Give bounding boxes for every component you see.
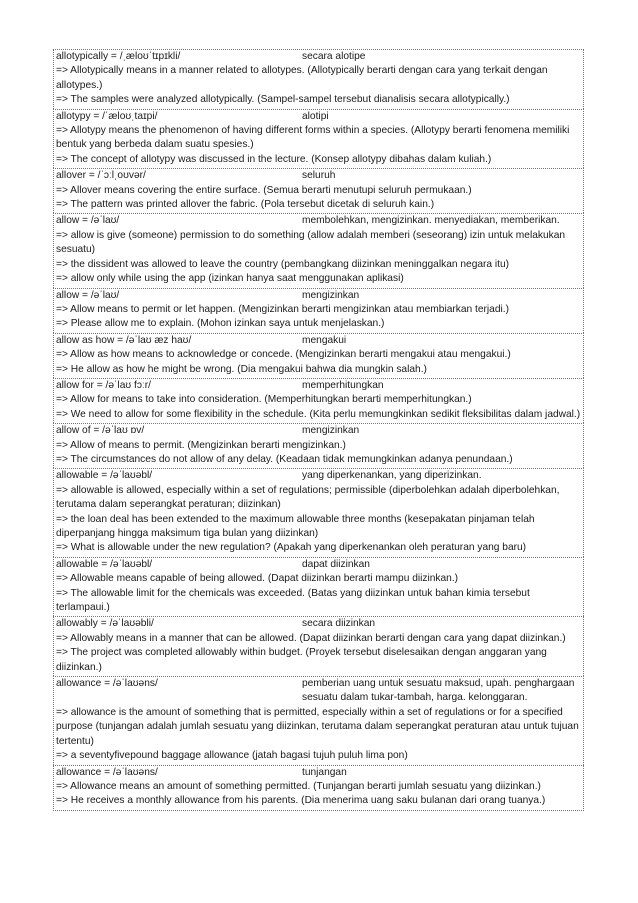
- entry-term: allow = /əˈlaʊ/: [56, 215, 120, 227]
- entry-allowance-2: [53, 765, 584, 811]
- entry-allow-as-how: [53, 333, 584, 378]
- example-line: => The project was completed allowably within budget. (Proyek tersebut diselesaikan dengan anggaran yang diizinkan.): [56, 647, 547, 673]
- entry-term: allowable = /əˈlaʊəbl/: [56, 558, 153, 570]
- example-line: => a seventyfivepound baggage allowance (jatah bagasi tujuh puluh lima pon): [56, 750, 408, 762]
- example-line: => allow is give (someone) permission to do something (allow adalah memberi (seseorang) izin untuk melakukan sesuatu): [56, 229, 566, 256]
- example-line: => Please allow me to explain. (Mohon izinkan saya untuk menjelaskan.): [56, 318, 385, 330]
- entry-header: [56, 334, 581, 348]
- entry-header: [56, 289, 581, 303]
- example-line: => Allotypically means in a manner related to allotypes. (Allotypically berarti dengan cara yang terkait dengan allotypes.): [56, 65, 548, 91]
- example-line: => the dissident was allowed to leave the country (pembangkang diizinkan meninggalkan negara itu): [56, 258, 510, 270]
- example-line: => Allow means to permit or let happen. (Mengizinkan berarti mengizinkan atau membiarkan terjadi.): [56, 303, 510, 315]
- example-line: => Allotypy means the phenomenon of having different forms within a species. (Allotypy berarti fenomena memiliki bentuk yang berbeda dalam suatu spesies.): [56, 125, 570, 151]
- example-line: => The pattern was printed allover the fabric. (Pola tersebut dicetak di seluruh kain.): [56, 199, 435, 211]
- entry-term: allowable = /əˈlaʊəbl/: [56, 470, 153, 482]
- example-line: => The concept of allotypy was discussed in the lecture. (Konsep allotypy dibahas dalam kuliah.): [56, 153, 492, 165]
- entry-translation: memperhitungkan: [302, 379, 384, 391]
- example-line: => Allow of means to permit. (Mengizinkan berarti mengizinkan.): [56, 439, 346, 451]
- entry-allow-2: [53, 288, 584, 333]
- entry-translation: mengizinkan: [302, 289, 360, 301]
- dictionary-page: [53, 49, 584, 811]
- entry-header: [56, 677, 581, 706]
- entry-header: [56, 110, 581, 124]
- example-line: => What is allowable under the new regulation? (Apakah yang diperkenankan oleh peraturan yang baru): [56, 542, 527, 554]
- entry-translation: mengizinkan: [302, 425, 360, 437]
- example-line: => allow only while using the app (izinkan hanya saat menggunakan aplikasi): [56, 273, 404, 285]
- entry-allowably: [53, 616, 584, 676]
- entry-translation: pemberian uang untuk sesuatu maksud, upah. penghargaan sesuatu dalam tukar-tambah, harga. kelonggaran.: [302, 678, 575, 704]
- entry-allow-for: [53, 378, 584, 423]
- entry-term: allow as how = /əˈlaʊ æz haʊ/: [56, 334, 192, 346]
- example-line: => Allowance means an amount of something permitted. (Tunjangan berarti jumlah sesuatu yang diizinkan.): [56, 780, 541, 792]
- entry-allotypy: [53, 109, 584, 169]
- entry-term: allotypically = /ˌæloʊˈtɪpɪkli/: [56, 51, 181, 62]
- entry-allowable-2: [53, 557, 584, 617]
- example-line: => Allow for means to take into consideration. (Memperhitungkan berarti memperhitungkan.): [56, 394, 472, 406]
- entry-translation: dapat diizinkan: [302, 558, 370, 570]
- entry-header: [56, 379, 581, 393]
- entry-header: [56, 469, 581, 483]
- entry-term: allover = /ˈɔːlˌoʊvər/: [56, 170, 146, 182]
- entry-translation: alotipi: [302, 110, 329, 122]
- example-line: => The samples were analyzed allotypically. (Sampel-sampel tersebut dianalisis secara allotypically.): [56, 94, 510, 106]
- entry-allover: [53, 168, 584, 213]
- entry-allow-of: [53, 423, 584, 468]
- example-line: => the loan deal has been extended to the maximum allowable three months (kesepakatan pinjaman telah diperpanjang hingga maksimum tiga bulan yang diizinkan): [56, 513, 535, 539]
- entry-translation: mengakui: [302, 334, 347, 346]
- entry-header: [56, 50, 581, 64]
- example-line: => Allowably means in a manner that can be allowed. (Dapat diizinkan berarti dengan cara yang dapat diizinkan.): [56, 632, 566, 644]
- entry-term: allowably = /əˈlaʊəbli/: [56, 618, 154, 630]
- entry-allowance-1: [53, 676, 584, 764]
- entry-term: allotypy = /ˈæloʊˌtaɪpi/: [56, 110, 158, 122]
- example-line: => The allowable limit for the chemicals was exceeded. (Batas yang diizinkan untuk bahan kimia tersebut terlampaui.): [56, 587, 530, 614]
- entry-term: allowance = /əˈlaʊəns/: [56, 678, 158, 690]
- entry-translation: membolehkan, mengizinkan. menyediakan, memberikan.: [302, 215, 560, 227]
- example-line: => Allow as how means to acknowledge or concede. (Mengizinkan berarti mengakui atau mengakui.): [56, 349, 511, 361]
- example-line: => We need to allow for some flexibility in the schedule. (Kita perlu memungkinkan sedikit fleksibilitas dalam jadwal.): [56, 408, 581, 420]
- entry-translation: seluruh: [302, 170, 336, 182]
- entry-term: allow = /əˈlaʊ/: [56, 289, 120, 301]
- example-line: => Allowable means capable of being allowed. (Dapat diizinkan berarti mampu diizinkan.): [56, 573, 459, 585]
- entry-translation: tunjangan: [302, 766, 347, 778]
- entry-header: [56, 424, 581, 438]
- example-line: => allowable is allowed, especially within a set of regulations; permissible (diperbolehkan adalah diperbolehkan, terutama dalam seperangkat peraturan; diizinkan): [56, 484, 560, 511]
- entry-header: [56, 617, 581, 631]
- entry-allowable-1: [53, 468, 584, 556]
- entry-translation: yang diperkenankan, yang diperizinkan.: [302, 470, 482, 482]
- entry-term: allowance = /əˈlaʊəns/: [56, 766, 158, 778]
- entry-allotypically: [53, 49, 584, 109]
- example-line: => allowance is the amount of something that is permitted, especially within a set of regulations or for a specified purpose (tunjangan adalah jumlah sesuatu yang diizinkan, terutama dalam seperangkat peraturan atau untuk tujuan tertentu): [56, 706, 579, 747]
- entry-header: [56, 214, 581, 228]
- entry-header: [56, 169, 581, 183]
- entry-translation: secara alotipe: [302, 51, 366, 62]
- entry-term: allow of = /əˈlaʊ ɒv/: [56, 425, 145, 437]
- entry-allow-1: [53, 213, 584, 287]
- entry-header: [56, 558, 581, 572]
- example-line: => He allow as how he might be wrong. (Dia mengakui bahwa dia mungkin salah.): [56, 363, 427, 375]
- entry-translation: secara diizinkan: [302, 618, 376, 630]
- example-line: => He receives a monthly allowance from his parents. (Dia menerima uang saku bulanan dari orang tuanya.): [56, 795, 546, 807]
- example-line: => The circumstances do not allow of any delay. (Keadaan tidak memungkinkan adanya penundaan.): [56, 453, 513, 465]
- entry-header: [56, 766, 581, 780]
- example-line: => Allover means covering the entire surface. (Semua berarti menutupi seluruh permukaan.): [56, 184, 472, 196]
- entry-term: allow for = /əˈlaʊ fɔːr/: [56, 379, 151, 391]
